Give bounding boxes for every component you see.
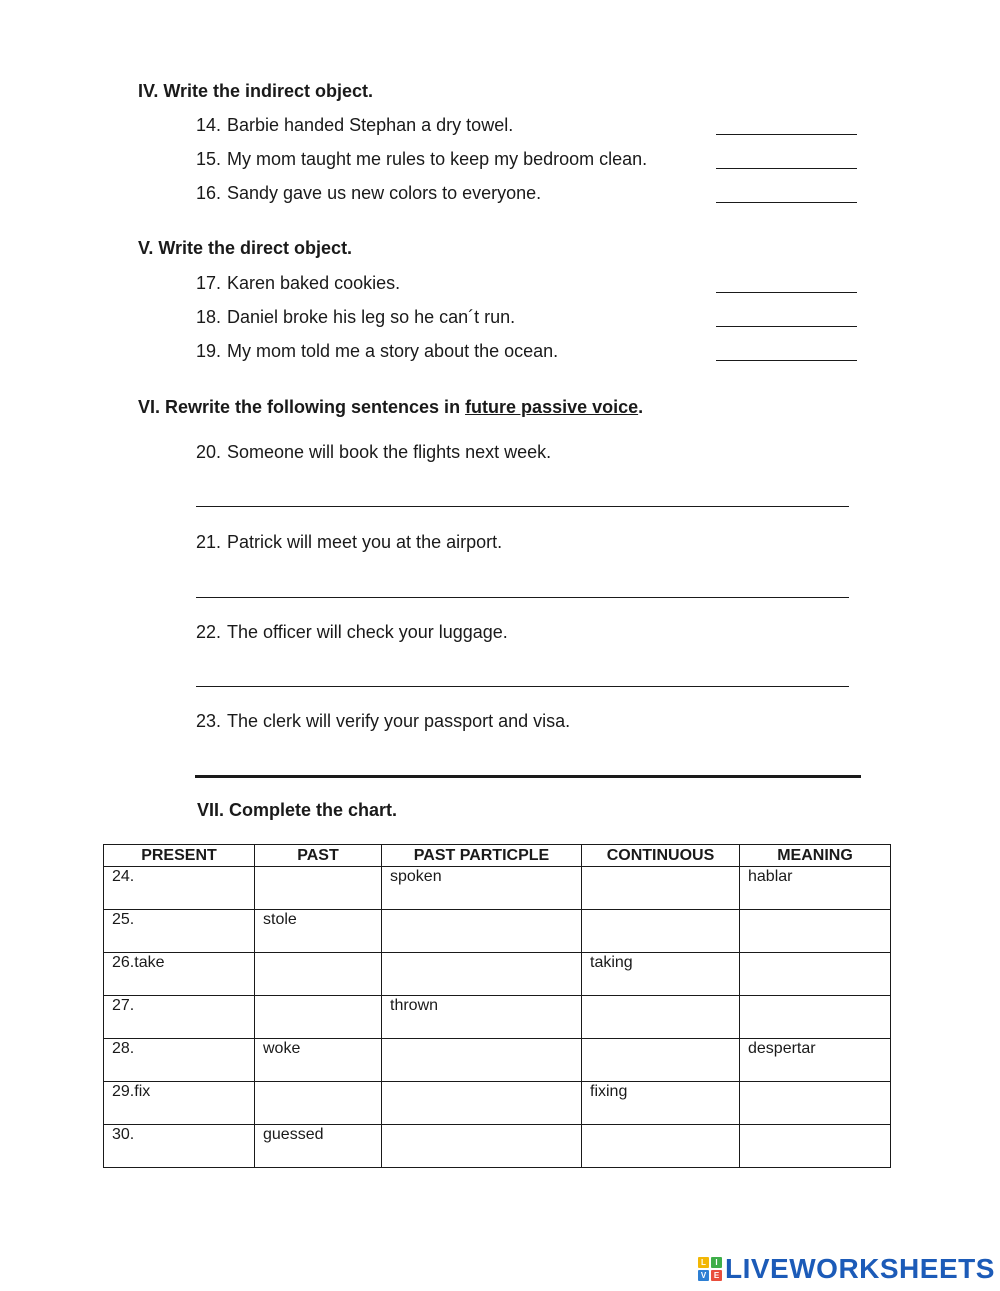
cell-meaning[interactable]: hablar (740, 867, 891, 910)
cell-meaning[interactable] (740, 910, 891, 953)
question-15 (196, 149, 647, 170)
cell-past[interactable] (255, 953, 382, 996)
cell-past-participle[interactable] (382, 1125, 582, 1168)
question-text: My mom told me a story about the ocean. (227, 341, 559, 361)
table-row (104, 1039, 891, 1082)
logo-text: LIVEWORKSHEETS (725, 1253, 995, 1284)
column-header-past: PAST (255, 845, 382, 867)
question-number: 14. (196, 115, 222, 135)
cell-present[interactable]: 24. (104, 867, 255, 910)
heading-period: . (638, 397, 644, 417)
cell-past-participle[interactable] (382, 1082, 582, 1125)
cell-continuous[interactable] (582, 1039, 740, 1082)
liveworksheets-logo (698, 1253, 995, 1285)
question-text: Barbie handed Stephan a dry towel. (227, 115, 514, 135)
answer-line-23[interactable] (195, 775, 861, 778)
cell-past[interactable]: stole (255, 910, 382, 953)
question-text: Patrick will meet you at the airport. (227, 532, 503, 552)
question-17 (196, 273, 400, 294)
section-vii-heading: VII. Complete the chart. (197, 800, 398, 820)
question-text: Someone will book the flights next week. (227, 442, 552, 462)
cell-continuous[interactable] (582, 867, 740, 910)
column-header-meaning: MEANING (740, 845, 891, 867)
question-text: Karen baked cookies. (227, 273, 401, 293)
answer-blank-14[interactable] (716, 134, 857, 135)
verb-chart (103, 844, 891, 1168)
cell-present[interactable]: 26.take (104, 953, 255, 996)
question-number: 20. (196, 442, 222, 462)
table-row (104, 1082, 891, 1125)
cell-past-participle[interactable]: spoken (382, 867, 582, 910)
column-header-present: PRESENT (104, 845, 255, 867)
cell-present[interactable]: 29.fix (104, 1082, 255, 1125)
cell-meaning[interactable] (740, 1125, 891, 1168)
question-text: Sandy gave us new colors to everyone. (227, 183, 542, 203)
cell-past-participle[interactable] (382, 1039, 582, 1082)
cell-present[interactable]: 30. (104, 1125, 255, 1168)
question-number: 18. (196, 307, 222, 327)
logo-block: V (698, 1270, 709, 1281)
column-header-continuous: CONTINUOUS (582, 845, 740, 867)
cell-past[interactable] (255, 867, 382, 910)
question-19 (196, 341, 558, 362)
cell-continuous[interactable] (582, 910, 740, 953)
cell-past[interactable] (255, 996, 382, 1039)
cell-continuous[interactable]: fixing (582, 1082, 740, 1125)
question-18 (196, 307, 515, 328)
answer-blank-18[interactable] (716, 326, 857, 327)
answer-blank-19[interactable] (716, 360, 857, 361)
cell-continuous[interactable] (582, 1125, 740, 1168)
question-number: 21. (196, 532, 222, 552)
cell-meaning[interactable] (740, 996, 891, 1039)
answer-line-21[interactable] (196, 597, 849, 598)
answer-line-20[interactable] (196, 506, 849, 507)
answer-line-22[interactable] (196, 686, 849, 687)
question-23 (196, 711, 570, 732)
question-16 (196, 183, 541, 204)
heading-text: VI. Rewrite the following sentences in (138, 397, 466, 417)
question-14 (196, 115, 513, 136)
heading-emphasis: future passive voice (465, 397, 639, 417)
section-v-heading: V. Write the direct object. (138, 238, 353, 258)
answer-blank-16[interactable] (716, 202, 857, 203)
cell-meaning[interactable] (740, 953, 891, 996)
cell-present[interactable]: 27. (104, 996, 255, 1039)
table-row (104, 953, 891, 996)
column-header-past-participle: PAST PARTICPLE (382, 845, 582, 867)
answer-blank-15[interactable] (716, 168, 857, 169)
cell-past[interactable] (255, 1082, 382, 1125)
table-row (104, 996, 891, 1039)
logo-block: I (711, 1257, 722, 1268)
question-number: 23. (196, 711, 222, 731)
question-number: 15. (196, 149, 222, 169)
question-text: Daniel broke his leg so he can´t run. (227, 307, 516, 327)
question-number: 17. (196, 273, 222, 293)
question-22 (196, 622, 508, 643)
cell-past[interactable]: guessed (255, 1125, 382, 1168)
logo-block: L (698, 1257, 709, 1268)
question-text: The clerk will verify your passport and visa. (227, 711, 571, 731)
cell-past-participle[interactable]: thrown (382, 996, 582, 1039)
question-number: 16. (196, 183, 222, 203)
cell-meaning[interactable] (740, 1082, 891, 1125)
section-vi-heading (138, 397, 643, 418)
logo-block: E (711, 1270, 722, 1281)
answer-blank-17[interactable] (716, 292, 857, 293)
cell-present[interactable]: 25. (104, 910, 255, 953)
table-row (104, 1125, 891, 1168)
question-number: 22. (196, 622, 222, 642)
question-text: My mom taught me rules to keep my bedroom clean. (227, 149, 648, 169)
cell-past-participle[interactable] (382, 910, 582, 953)
cell-meaning[interactable]: despertar (740, 1039, 891, 1082)
question-text: The officer will check your luggage. (227, 622, 508, 642)
cell-continuous[interactable] (582, 996, 740, 1039)
section-iv-heading: IV. Write the indirect object. (138, 81, 374, 101)
table-row (104, 910, 891, 953)
cell-present[interactable]: 28. (104, 1039, 255, 1082)
chart-header-row (104, 845, 891, 867)
cell-continuous[interactable]: taking (582, 953, 740, 996)
table-row (104, 867, 891, 910)
question-number: 19. (196, 341, 222, 361)
cell-past-participle[interactable] (382, 953, 582, 996)
logo-blocks-icon (698, 1257, 722, 1281)
cell-past[interactable]: woke (255, 1039, 382, 1082)
question-20 (196, 442, 551, 463)
question-21 (196, 532, 502, 553)
